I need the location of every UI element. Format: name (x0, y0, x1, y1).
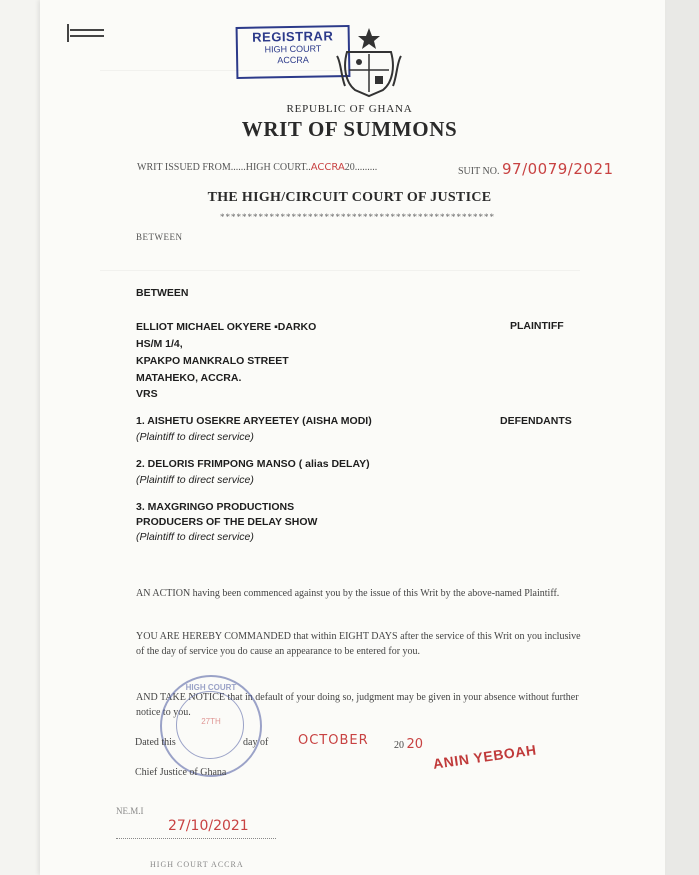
footer-ne-label: NE.M.I (116, 806, 144, 816)
seal-text: HIGH COURT (185, 683, 237, 692)
issued-place-handwritten: ACCRA (310, 162, 345, 173)
plaintiff-address-2: KPAKPO MANKRALO STREET (136, 355, 289, 367)
printed-between: BETWEEN (136, 232, 183, 242)
footer-dotted-line (116, 838, 276, 839)
footer-date-handwritten: 27/10/2021 (168, 818, 249, 834)
notice-paragraph: AND TAKE NOTICE that in default of your doing so, judgment may be given in your absence without further notice to you. (136, 692, 579, 718)
court-seal-stamp (160, 675, 262, 777)
year-prefix: 20 (394, 740, 404, 751)
year-line (394, 737, 423, 752)
suit-number-line (458, 160, 614, 178)
stars-divider: ************************************************** (220, 212, 495, 222)
coat-of-arms-icon (335, 26, 403, 98)
margin-mark (70, 24, 104, 40)
defendant-2-note: (Plaintiff to direct service) (136, 474, 254, 486)
stamp-line-2: HIGH COURT (264, 43, 322, 55)
defendant-3-line-1: 3. MAXGRINGO PRODUCTIONS (136, 501, 295, 513)
chief-justice-label: Chief Justice of Ghana (135, 767, 227, 778)
plaintiff-address-1: HS/M 1/4, (136, 338, 183, 350)
signature-stamp: ANIN YEBOAH (432, 741, 538, 772)
command-paragraph: YOU ARE HEREBY COMMANDED that within EIGHT DAYS after the service of this Writ on you inclusive of the day of service you do cause an appearance to be entered for you. (136, 631, 581, 657)
suit-number-handwritten: 97/0079/2021 (501, 160, 614, 178)
dated-label: Dated this (135, 737, 176, 748)
defendants-label: DEFENDANTS (500, 415, 572, 427)
plaintiff-address-3: MATAHEKO, ACCRA. (136, 372, 242, 384)
issued-prefix: WRIT ISSUED FROM......HIGH COURT.. (137, 162, 311, 173)
registrar-stamp (236, 25, 351, 79)
stamp-line-1: REGISTRAR (252, 28, 334, 45)
issued-suffix: 20......... (344, 162, 378, 173)
month-handwritten: OCTOBER (298, 733, 369, 748)
footer-bottom-text: HIGH COURT ACCRA (150, 860, 244, 869)
plaintiff-label: PLAINTIFF (510, 320, 564, 332)
seal-date: 27TH (201, 717, 221, 726)
writ-issued-line (137, 162, 377, 173)
between-label: BETWEEN (136, 287, 189, 299)
action-paragraph: AN ACTION having been commenced against you by the issue of this Writ by the above-named Plaintiff. (136, 588, 560, 599)
suit-prefix: SUIT NO. (458, 166, 500, 177)
defendant-1: 1. AISHETU OSEKRE ARYEETEY (AISHA MODI) (136, 415, 372, 427)
court-heading: THE HIGH/CIRCUIT COURT OF JUSTICE (207, 190, 492, 205)
defendant-3-note: (Plaintiff to direct service) (136, 531, 254, 543)
stamp-line-3: ACCRA (277, 54, 309, 66)
versus-label: VRS (136, 388, 158, 400)
defendant-2: 2. DELORIS FRIMPONG MANSO ( alias DELAY) (136, 458, 370, 470)
defendant-3-line-2: PRODUCERS OF THE DELAY SHOW (136, 516, 318, 528)
republic-heading: REPUBLIC OF GHANA (286, 103, 413, 115)
plaintiff-name: ELLIOT MICHAEL OKYERE ▪DARKO (136, 321, 317, 333)
defendant-1-note: (Plaintiff to direct service) (136, 431, 254, 443)
page-title: WRIT OF SUMMONS (241, 117, 458, 141)
day-of-label: day of (243, 737, 269, 748)
year-handwritten: 20 (406, 737, 424, 752)
